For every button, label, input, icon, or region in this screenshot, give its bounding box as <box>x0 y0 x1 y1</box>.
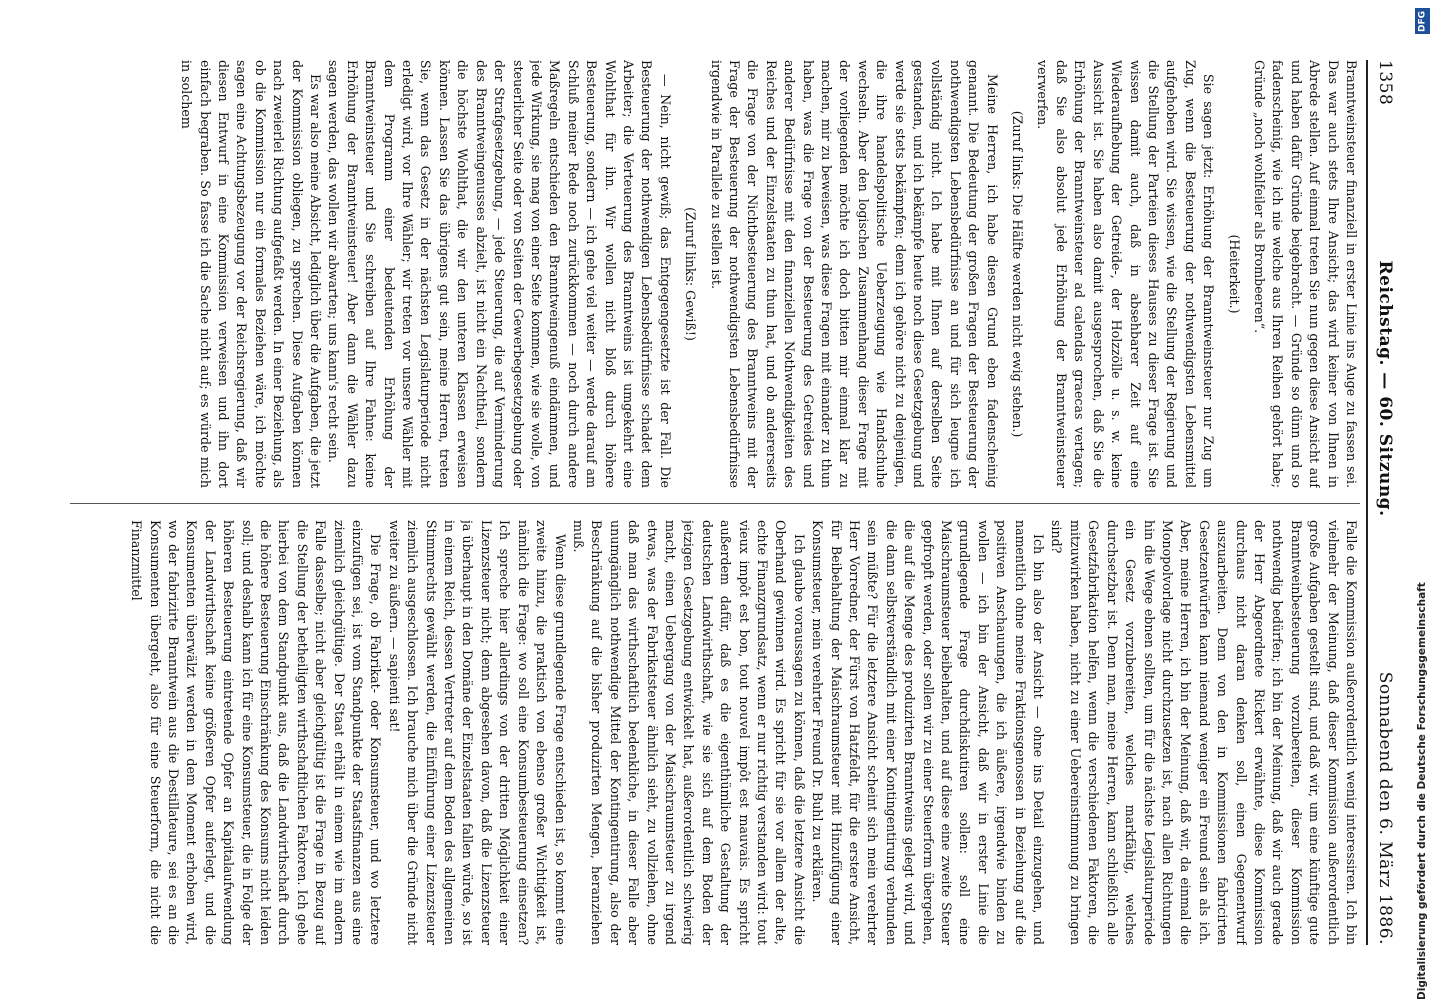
paragraph: Es war also meine Absicht, lediglich über die Aufgaben, die jetzt der Kommission obliegen, zu sprechen. Diese Aufgaben können nach zweierlei Richtung aufgefaßt werden. In einer Beziehung, als ob die Kommission nur ein formales Beziehen wäre, ich möchte sagen eine Achtungsbezeugung vor der Reichsregierung, daß wir diesen Entwurf in eine Kommission verweisen und ihn dort einfach begraben. So fasse ich die Sache nicht auf; es würde mich in solchem <box>179 60 324 488</box>
left-column <box>70 60 1360 488</box>
page-header <box>1374 60 1396 945</box>
interjection: (Heiterkeit.) <box>1226 234 1242 314</box>
column-divider <box>70 503 1360 504</box>
digitization-credit: Digitalisierung gefördert durch die Deutsche Forschungsgemeinschaft <box>1416 582 1428 1000</box>
paragraph: Wenn diese grundlegende Frage entschieden ist, so kommt eine zweite hinzu, die praktisch von ebenso großer Wichtigkeit ist, nämlich die Frage: wo soll eine Konsumbesteuerung einsetzen? Ich spreche hier allerdings von der dritten Möglichkeit einer Lizenzsteuer nicht; denn abgesehen davon, daß die Lizenzsteuer ja überhaupt in den Domäne der Einzelstaaten fallen würde, so ist in einem Reich, dessen Vertreter auf dem Boden des allgemeinen Stimmrechts gewählt werden, die Einführung einer Lizenzsteuer ziemlich ausgeschlossen. Ich brauche mich über die Gründe nicht weiter zu äußern. — sapienti sat! <box>386 520 568 945</box>
interjection: (Zuruf links: Gewiß!) <box>683 207 699 341</box>
header-rule <box>1366 60 1368 945</box>
digitization-sidebar <box>1414 6 1432 1000</box>
page-number: 1358 <box>1375 60 1395 106</box>
header-title: Reichstag. — 60. Sitzung. <box>1375 260 1395 517</box>
dfg-logo: DFG <box>1415 8 1430 34</box>
header-date: Sonnabend den 6. März 1886. <box>1375 671 1395 945</box>
paragraph: Ich bin also der Ansicht — ohne ins Detail einzugehen, und namentlich ohne meine Fraktionsgenossen in Beziehung auf die positiven Anschauungen, die ich äußere, irgendwie binden zu wollen — ich bin der Ansicht, daß wir in erster Linie die grundlegende Frage durchdiskutiren sollen: soll eine Maischraumsteuer beibehalten, und auf diese eine zweite Steuer gepfropft werden, oder sollen wir zu einer Steuerform übergehen, die auf die Menge des produzirten Branntweins gelegt wird, und die dann selbstverständlich mit einer Kontingentirung verbunden sein müßte? Für die letztere Ansicht scheint sich mein verehrter Herr Vorredner, der Fürst von Hatzfeldt, für die erstere Ansicht, für Beibehaltung der Maischraumsteuer mit Hinzufügung einer Konsumsteuer, mein verehrter Freund Dr. Buhl zu erklären. <box>810 520 1047 945</box>
paragraph: Branntweinsteuer finanziell in erster Linie ins Auge zu fassen sei. Das war auch stets Ihre Ansicht; das wird keiner von Ihnen in Abrede stellen. Auf einmal treten Sie nun gegen diese Ansicht auf und haben dafür Gründe beigebracht. — Gründe so dünn und so fadenscheinig, wie ich nie welche aus Ihren Reihen gehört habe; Gründe „noch wohlfeiler als Brombeeren“. <box>1251 60 1359 488</box>
paragraph: Sie sagen jetzt: Erhöhung der Branntweinsteuer nur Zug um Zug, wenn die Besteuerung der nothwendigsten Lebensmittel aufgehoben wird. Sie wissen, wie die Stellung der Regierung und die Stellung der Parteien dieses Hauses zu dieser Frage ist. Sie wissen damit auch, daß in absehbarer Zeit auf eine Wiederaufhebung der Getreide-, der Holzzölle u. s. w. keine Aussicht ist. Sie haben also damit ausgesprochen, daß Sie die Erhöhung der Branntweinsteuer ad calendas graecas vertagen; daß Sie also absolut jede Erhöhung der Branntweinsteuer verwerfen. <box>1035 60 1217 488</box>
paragraph: Die Frage, ob Fabrikat- oder Konsumsteuer, und wo letztere einzufügen sei, ist vom Standpunkte der Staatsfinanzen aus eine ziemlich gleichgültige. Der Staat erhält in einem wie im andern Falle dasselbe; nicht aber gleichgültig ist die Frage in Bezug auf die Stellung der betheiligten wirthschaftlichen Faktoren. Ich gehe hierbei von dem Standpunkt aus, daß die Landwirthschaft durch die höhere Besteuerung Einschränkung des Konsums nicht leiden soll; und deshalb kann ich für eine Konsumsteuer, die in Folge der höheren Besteuerung eintretende Opfer an Kapitalaufwendung der Landwirthschaft keine größeren Opfer auferlegt, und die Konsumenten überwälzt werden in dem Moment erhoben wird, wo der fabrizirte Branntwein aus die Destillateure, sei es an die Konsumenten übergeht, also für eine Steuerform, die nicht die Finanzmittel <box>129 520 384 945</box>
paragraph: Meine Herren, ich habe diesen Grund eben fadenscheinig genannt. Die Bedeutung der großen Fragen der Besteuerung der nothwendigsten Lebensbedürfnisse an und für sich leugne ich vollständig nicht. Ich habe mit Ihnen auf derselben Seite gestanden, und ich bekämpfe heute noch diese Gesetzgebung und werde sie stets bekämpfen; denn ich gehöre nicht zu denjenigen, die ihre handelspolitische Ueberzeugung wie Handschuhe wechseln. Aber den logischen Zusammenhang dieser Frage mit der vorliegenden möchte ich doch bitten mir einmal klar zu machen, mir zu beweisen, was diese Fragen mit einander zu thun haben, was die Frage von der Besteuerung des Getreides und anderer Bedürfnisse mit den finanziellen Nothwendigkeiten des Reiches und der Einzelstaaten zu thun hat, und ob andererseits die Frage von der Nichtbesteuerung des Branntweins mit der Frage der Besteuerung der nothwendigsten Lebensbedürfnisse irgendwie in Parallele zu stellen ist. <box>708 60 1000 488</box>
paragraph: — Nein, nicht gewiß; das Entgegengesetzte ist der Fall. Die Besteuerung der nothwendigen Lebensbedürfnisse schadet dem Arbeiter; die Verteuerung des Branntweins ist umgekehrt eine Wohlthat für ihn. Wir wollen nicht bloß durch höhere Besteuerung, sondern — ich gehe viel weiter — werde darauf am Schluß meiner Rede noch zurückkommen — noch durch andere Maßregeln entschieden den Branntweingenuß eindämmen, und jede Wirkung, sie mag von einer Seite kommen, wie sie wolle, von steuerlicher Seite oder von Seiten der Gewerbegesetzgebung oder der Strafgesetzgebung, — jede Steuerung, die auf Verminderung des Branntweingenusses abzielt, ist nicht ein Nachtheil, sondern die höchste Wohlthat, die wir den unteren Klassen erweisen können. Lassen Sie das übrigens gut sein, meine Herren, treten Sie, wenn das Gesetz in der nächsten Legislaturperiode nicht erledigt wird, vor Ihre Wähler; wir treten vor unsere Wähler mit dem Programm einer bedeutenden Erhöhung der Branntweinsteuer und Sie schreiben auf Ihre Fahne: keine Erhöhung der Branntweinsteuer! Aber dann die Wähler dazu sagen werden, das wollen wir abwarten; uns kann's recht sein. <box>326 60 673 488</box>
interjection: (Zuruf links: Die Hälfte werden nicht ewig stehen.) <box>1010 110 1026 438</box>
paragraph: Ich glaube voraussagen zu können, daß die letztere Ansicht die Oberhand gewinnen wird. Es spricht für sie vor allem der alte, echte Finanzgrundsatz, wenn er nur richtig verstanden wird: tout vieux impôt est bon, tout nouvel impôt est mauvais. Es spricht außerdem dafür, daß es die eigenthümliche Gestaltung der deutschen Landwirthschaft, wie sie sich auf dem Boden der jetzigen Gesetzgebung entwickelt hat, außerordentlich schwierig macht, einen Uebergang von der Maischraumsteuer zu irgend etwas, was der Fabrikatsteuer ähnlich sieht, zu vollziehen, ohne daß man das wirthschaftlich bedenkliche, in dieser Falle aber unumgänglich nothwendige Mittel der Kontingentirung, also der Beschränkung auf die bisher produzirten Mengen, heranziehen muß. <box>570 520 807 945</box>
right-column <box>70 520 1360 945</box>
paragraph: Falle die Kommission außerordentlich wenig interessiren. Ich bin vielmehr der Meinung, daß dieser Kommission außerordentlich große Aufgaben gestellt sind, und daß wir, um eine künftige gute Branntweinbesteuerung vorzubereiten, dieser Kommission nothwendig bedürfen; ich bin der Meinung, daß wir auch gerade der Herr Abgeordnete Rickert erwähnte, diese Kommission durchaus nicht daran denken soll, einen Gegenentwurf auszuarbeiten. Denn von den in Kommissionen fabricirten Gesetzentwürfen kann niemand weniger ein Freund sein als ich. Aber, meine Herren, ich bin der Meinung, daß wir, da einmal die Monopolvorlage nicht durchzusetzen ist, nach allen Richtungen hin die Wege ebnen sollten, um für die nächste Legislaturperiode ein Gesetz vorzubereiten, welches markfähig, welches durchsetzbar ist. Denn man, meine Herren, kann schließlich alle Gesetzfabrikation helfen, wenn die verschiedenen Faktoren, die mitzuwirken haben, nicht zu einer Uebereinstimmung zu bringen sind? <box>1049 520 1359 945</box>
